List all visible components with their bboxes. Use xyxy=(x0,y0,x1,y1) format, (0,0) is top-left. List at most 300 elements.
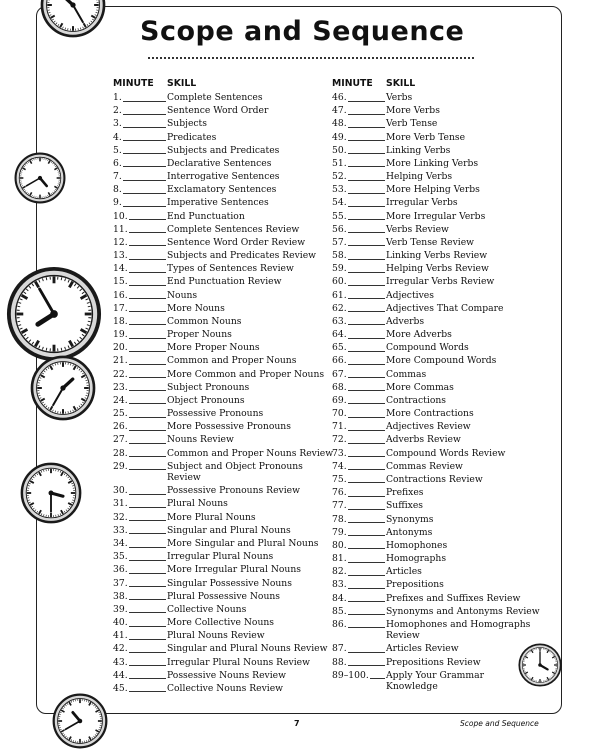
list-item xyxy=(113,223,321,236)
minute-number: 37. xyxy=(113,577,128,590)
skill-name: Subjects and Predicates Review xyxy=(167,249,316,262)
leader-line xyxy=(129,417,166,418)
list-item xyxy=(113,550,321,563)
leader-line xyxy=(348,153,385,154)
leader-line xyxy=(129,456,166,457)
minute-number: 21. xyxy=(113,354,128,367)
list-item xyxy=(113,642,321,655)
list-item xyxy=(113,302,321,315)
minute-number: 56. xyxy=(332,223,347,236)
list-item xyxy=(113,537,321,550)
skill-name: Singular Possessive Nouns xyxy=(167,577,292,590)
skill-name: More Plural Nouns xyxy=(167,511,256,524)
list-item xyxy=(332,196,532,209)
minute-number: 66. xyxy=(332,354,347,367)
list-item xyxy=(113,603,321,616)
leader-line xyxy=(348,180,385,181)
skill-name: Prepositions Review xyxy=(386,656,481,669)
skill-name: Declarative Sentences xyxy=(167,157,271,170)
list-item xyxy=(113,577,321,590)
minute-number: 63. xyxy=(332,315,347,328)
minute-number: 87. xyxy=(332,642,347,655)
leader-line xyxy=(123,180,166,181)
list-item xyxy=(113,381,321,394)
list-item xyxy=(113,407,321,420)
minute-number: 11. xyxy=(113,223,128,236)
list-item xyxy=(332,420,532,433)
skill-name: Adjectives Review xyxy=(386,420,471,433)
minute-number: 41. xyxy=(113,629,128,642)
list-item xyxy=(113,616,321,629)
list-item xyxy=(332,354,532,367)
skill-name: Collective Nouns Review xyxy=(167,682,283,695)
leader-line xyxy=(129,652,166,653)
skill-name: More Verbs xyxy=(386,104,440,117)
clock-icon xyxy=(6,266,102,362)
skill-name: Verb Tense xyxy=(386,117,437,130)
minute-number: 65. xyxy=(332,341,347,354)
minute-number: 32. xyxy=(113,511,128,524)
skill-name: Linking Verbs Review xyxy=(386,249,487,262)
leader-line xyxy=(348,390,385,391)
skill-name: Commas Review xyxy=(386,460,463,473)
leader-line xyxy=(123,153,166,154)
skill-name: Complete Sentences xyxy=(167,91,263,104)
minute-number: 23. xyxy=(113,381,128,394)
minute-number: 29. xyxy=(113,460,128,473)
list-item xyxy=(113,157,321,170)
leader-line xyxy=(129,469,166,470)
skill-name: Verbs xyxy=(386,91,412,104)
list-item xyxy=(113,249,321,262)
skill-name: More Verb Tense xyxy=(386,131,465,144)
minute-number: 74. xyxy=(332,460,347,473)
minute-number: 60. xyxy=(332,275,347,288)
skill-name: Subjects xyxy=(167,117,207,130)
minute-number: 82. xyxy=(332,565,347,578)
leader-line xyxy=(348,496,385,497)
skill-name: Subject Pronouns xyxy=(167,381,249,394)
minute-number: 15. xyxy=(113,275,128,288)
skill-name: Possessive Nouns Review xyxy=(167,669,286,682)
leader-line xyxy=(348,509,385,510)
clock-icon xyxy=(14,152,66,204)
minute-number: 20. xyxy=(113,341,128,354)
minute-number: 30. xyxy=(113,484,128,497)
minute-number: 53. xyxy=(332,183,347,196)
leader-line xyxy=(348,548,385,549)
minute-number: 36. xyxy=(113,563,128,576)
skill-name: Compound Words xyxy=(386,341,469,354)
skills-column-1 xyxy=(113,77,321,695)
list-item xyxy=(332,460,532,473)
skill-name: Singular and Plural Nouns Review xyxy=(167,642,327,655)
minute-number: 72. xyxy=(332,433,347,446)
list-item xyxy=(332,341,532,354)
leader-line xyxy=(348,232,385,233)
skill-name: Complete Sentences Review xyxy=(167,223,299,236)
leader-line xyxy=(348,114,385,115)
leader-line xyxy=(123,193,166,194)
skill-name: Object Pronouns xyxy=(167,394,245,407)
list-item xyxy=(113,682,321,695)
list-item xyxy=(332,539,532,552)
minute-number: 71. xyxy=(332,420,347,433)
skill-name: Prefixes xyxy=(386,486,423,499)
list-item xyxy=(113,511,321,524)
leader-line xyxy=(129,377,166,378)
leader-line xyxy=(348,166,385,167)
skill-header: SKILL xyxy=(386,78,415,89)
minute-number: 9. xyxy=(113,196,122,209)
minute-number: 40. xyxy=(113,616,128,629)
skill-name: Proper Nouns xyxy=(167,328,232,341)
minute-number: 34. xyxy=(113,537,128,550)
minute-number: 5. xyxy=(113,144,122,157)
list-item xyxy=(332,328,532,341)
skill-name: Articles xyxy=(386,565,422,578)
list-item xyxy=(113,131,321,144)
minute-number: 69. xyxy=(332,394,347,407)
skill-name: Nouns Review xyxy=(167,433,234,446)
skill-name: Contractions xyxy=(386,394,446,407)
leader-line xyxy=(129,311,166,312)
minute-number: 84. xyxy=(332,592,347,605)
list-item xyxy=(332,605,532,618)
list-item xyxy=(113,117,321,130)
leader-line xyxy=(348,193,385,194)
minute-number: 61. xyxy=(332,289,347,302)
leader-line xyxy=(348,443,385,444)
leader-line xyxy=(123,140,166,141)
minute-number: 64. xyxy=(332,328,347,341)
minute-number: 16. xyxy=(113,289,128,302)
list-item xyxy=(113,262,321,275)
minute-number: 47. xyxy=(332,104,347,117)
leader-line xyxy=(348,535,385,536)
leader-line xyxy=(129,298,166,299)
list-item xyxy=(332,131,532,144)
clock-icon xyxy=(52,693,108,749)
leader-line xyxy=(348,272,385,273)
skill-name: Exclamatory Sentences xyxy=(167,183,276,196)
list-item xyxy=(332,368,532,381)
list-item xyxy=(332,302,532,315)
leader-line xyxy=(348,219,385,220)
leader-line xyxy=(129,443,166,444)
skill-name: Articles Review xyxy=(386,642,459,655)
skill-name: End Punctuation Review xyxy=(167,275,281,288)
minute-number: 77. xyxy=(332,499,347,512)
minute-number: 89–100. xyxy=(332,669,369,682)
list-item xyxy=(113,354,321,367)
skill-name: Helping Verbs xyxy=(386,170,452,183)
column-header xyxy=(113,77,321,91)
skill-name: More Compound Words xyxy=(386,354,496,367)
list-item xyxy=(113,394,321,407)
skill-name: Irregular Plural Nouns Review xyxy=(167,656,310,669)
list-item xyxy=(113,524,321,537)
leader-line xyxy=(123,127,166,128)
skill-name: Prefixes and Suffixes Review xyxy=(386,592,520,605)
list-item xyxy=(113,144,321,157)
minute-number: 39. xyxy=(113,603,128,616)
list-item xyxy=(332,117,532,130)
list-item xyxy=(332,170,532,183)
minute-number: 12. xyxy=(113,236,128,249)
leader-line xyxy=(129,403,166,404)
minute-number: 79. xyxy=(332,526,347,539)
list-item xyxy=(113,91,321,104)
skill-name: More Nouns xyxy=(167,302,225,315)
skill-name: More Irregular Verbs xyxy=(386,210,485,223)
leader-line xyxy=(348,324,385,325)
leader-line xyxy=(123,101,166,102)
leader-line xyxy=(129,626,166,627)
leader-line xyxy=(129,390,166,391)
leader-line xyxy=(129,520,166,521)
leader-line xyxy=(348,665,385,666)
leader-line xyxy=(348,575,385,576)
title-dotted-rule xyxy=(148,57,474,59)
list-item xyxy=(113,104,321,117)
skill-name: Compound Words Review xyxy=(386,447,505,460)
minute-number: 14. xyxy=(113,262,128,275)
leader-line xyxy=(129,324,166,325)
skill-name: Plural Nouns Review xyxy=(167,629,265,642)
leader-line xyxy=(129,245,166,246)
list-item xyxy=(113,420,321,433)
list-item xyxy=(113,236,321,249)
leader-line xyxy=(129,665,166,666)
list-item xyxy=(113,315,321,328)
minute-number: 73. xyxy=(332,447,347,460)
skill-name: Common Nouns xyxy=(167,315,241,328)
leader-line xyxy=(129,586,166,587)
clock-icon xyxy=(40,0,106,38)
list-item xyxy=(113,656,321,669)
leader-line xyxy=(348,101,385,102)
list-item xyxy=(113,590,321,603)
skill-name: Contractions Review xyxy=(386,473,483,486)
leader-line xyxy=(129,430,166,431)
leader-line xyxy=(348,614,385,615)
list-item xyxy=(332,289,532,302)
list-item xyxy=(332,526,532,539)
minute-number: 80. xyxy=(332,539,347,552)
leader-line xyxy=(129,691,166,692)
leader-line xyxy=(348,522,385,523)
leader-line xyxy=(123,166,166,167)
leader-line xyxy=(370,678,385,679)
minute-number: 4. xyxy=(113,131,122,144)
skill-name: Helping Verbs Review xyxy=(386,262,489,275)
leader-line xyxy=(129,678,166,679)
skill-name: Plural Nouns xyxy=(167,497,228,510)
skill-name: Nouns xyxy=(167,289,197,302)
leader-line xyxy=(129,364,166,365)
footer-label: Scope and Sequence xyxy=(460,719,539,728)
leader-line xyxy=(348,482,385,483)
leader-line xyxy=(348,206,385,207)
minute-number: 54. xyxy=(332,196,347,209)
leader-line xyxy=(348,285,385,286)
skill-name: Singular and Plural Nouns xyxy=(167,524,291,537)
skill-name: Verbs Review xyxy=(386,223,449,236)
skill-name: Collective Nouns xyxy=(167,603,246,616)
skill-name: Adverbs xyxy=(386,315,424,328)
minute-number: 24. xyxy=(113,394,128,407)
page-title: Scope and Sequence xyxy=(140,16,464,47)
list-item xyxy=(113,183,321,196)
minute-number: 31. xyxy=(113,497,128,510)
list-item xyxy=(113,341,321,354)
minute-number: 45. xyxy=(113,682,128,695)
list-item xyxy=(332,381,532,394)
minute-number: 33. xyxy=(113,524,128,537)
skill-name: Prepositions xyxy=(386,578,444,591)
minute-number: 17. xyxy=(113,302,128,315)
minute-number: 85. xyxy=(332,605,347,618)
list-item xyxy=(332,552,532,565)
list-item xyxy=(113,563,321,576)
leader-line xyxy=(129,507,166,508)
skill-name: Sentence Word Order Review xyxy=(167,236,305,249)
minute-number: 44. xyxy=(113,669,128,682)
skill-name: Adjectives That Compare xyxy=(386,302,503,315)
skill-name: Homophones xyxy=(386,539,447,552)
leader-line xyxy=(348,456,385,457)
list-item xyxy=(332,183,532,196)
leader-line xyxy=(129,285,166,286)
skill-name: Verb Tense Review xyxy=(386,236,474,249)
list-item xyxy=(332,210,532,223)
minute-number: 50. xyxy=(332,144,347,157)
skill-name: Synonyms and Antonyms Review xyxy=(386,605,540,618)
list-item xyxy=(113,460,321,485)
page-number: 7 xyxy=(294,719,300,728)
leader-line xyxy=(123,114,166,115)
skill-name: Common and Proper Nouns xyxy=(167,354,296,367)
minute-number: 76. xyxy=(332,486,347,499)
skill-name: Suffixes xyxy=(386,499,423,512)
skills-column-2 xyxy=(332,77,532,693)
list-item xyxy=(332,642,532,655)
list-item xyxy=(332,144,532,157)
minute-number: 7. xyxy=(113,170,122,183)
leader-line xyxy=(129,219,166,220)
skill-name: Homographs xyxy=(386,552,446,565)
leader-line xyxy=(129,560,166,561)
minute-number: 27. xyxy=(113,433,128,446)
minute-number: 81. xyxy=(332,552,347,565)
skill-name: More Contractions xyxy=(386,407,474,420)
minute-number: 51. xyxy=(332,157,347,170)
leader-line xyxy=(348,377,385,378)
minute-number: 78. xyxy=(332,513,347,526)
skill-name: More Irregular Plural Nouns xyxy=(167,563,301,576)
skill-name: Possessive Pronouns xyxy=(167,407,263,420)
leader-line xyxy=(129,533,166,534)
minute-number: 1. xyxy=(113,91,122,104)
list-item xyxy=(332,656,532,669)
minute-number: 83. xyxy=(332,578,347,591)
skill-name: Apply Your Grammar Knowledge xyxy=(386,670,536,692)
clock-icon xyxy=(30,355,96,421)
leader-line xyxy=(129,338,166,339)
skill-name: More Commas xyxy=(386,381,454,394)
leader-line xyxy=(129,351,166,352)
list-item xyxy=(332,394,532,407)
list-item xyxy=(332,433,532,446)
minute-number: 86. xyxy=(332,618,347,631)
minute-number: 10. xyxy=(113,210,128,223)
skill-name: More Proper Nouns xyxy=(167,341,260,354)
leader-line xyxy=(348,298,385,299)
minute-number: 8. xyxy=(113,183,122,196)
skill-name: Possessive Pronouns Review xyxy=(167,484,300,497)
minute-number: 55. xyxy=(332,210,347,223)
list-item xyxy=(332,275,532,288)
leader-line xyxy=(129,232,166,233)
list-item xyxy=(332,565,532,578)
list-item xyxy=(332,499,532,512)
list-item xyxy=(332,236,532,249)
skill-name: Homophones and Homographs Review xyxy=(386,619,536,641)
leader-line xyxy=(348,417,385,418)
skill-name: Commas xyxy=(386,368,426,381)
skill-name: Irregular Verbs Review xyxy=(386,275,494,288)
leader-line xyxy=(129,573,166,574)
minute-number: 26. xyxy=(113,420,128,433)
minute-number: 62. xyxy=(332,302,347,315)
skill-name: Interrogative Sentences xyxy=(167,170,280,183)
leader-line xyxy=(129,599,166,600)
list-item xyxy=(332,473,532,486)
leader-line xyxy=(129,547,166,548)
column-header xyxy=(332,77,532,91)
skill-name: Predicates xyxy=(167,131,216,144)
list-item xyxy=(113,629,321,642)
minute-number: 18. xyxy=(113,315,128,328)
skill-name: Sentence Word Order xyxy=(167,104,268,117)
leader-line xyxy=(348,601,385,602)
leader-line xyxy=(348,469,385,470)
list-item xyxy=(332,513,532,526)
skill-name: Subjects and Predicates xyxy=(167,144,279,157)
list-item xyxy=(332,157,532,170)
minute-number: 28. xyxy=(113,447,128,460)
list-item xyxy=(332,486,532,499)
leader-line xyxy=(348,127,385,128)
leader-line xyxy=(348,562,385,563)
minute-number: 52. xyxy=(332,170,347,183)
list-item xyxy=(332,91,532,104)
skill-name: More Linking Verbs xyxy=(386,157,478,170)
list-item xyxy=(113,328,321,341)
minute-number: 58. xyxy=(332,249,347,262)
skill-name: More Adverbs xyxy=(386,328,452,341)
leader-line xyxy=(348,259,385,260)
minute-number: 3. xyxy=(113,117,122,130)
minute-header: MINUTE xyxy=(332,78,373,89)
minute-number: 43. xyxy=(113,656,128,669)
list-item xyxy=(113,484,321,497)
list-item xyxy=(332,223,532,236)
list-item xyxy=(332,407,532,420)
minute-number: 19. xyxy=(113,328,128,341)
leader-line xyxy=(129,272,166,273)
